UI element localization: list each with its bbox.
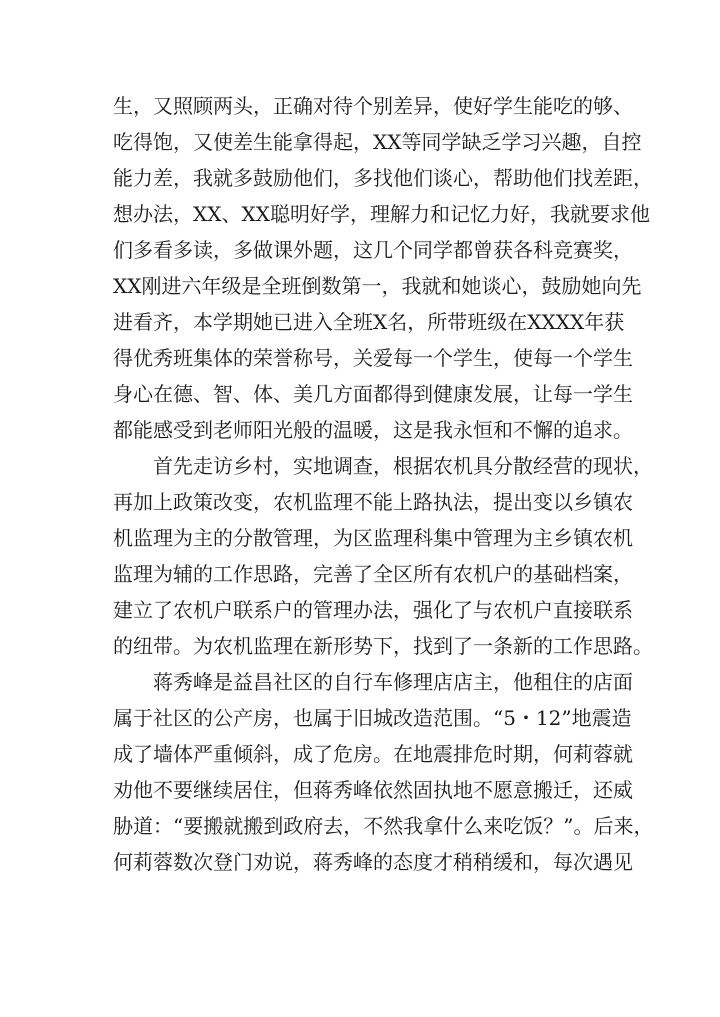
text-line: 劝他不要继续居住，但蒋秀峰依然固执地不愿意搬迁，还威 [113, 778, 633, 802]
text-line: 生，又照顾两头，正确对待个别差异，使好学生能吃的够、 [113, 94, 633, 118]
text-line: 能力差，我就多鼓励他们，多找他们谈心，帮助他们找差距， [113, 166, 653, 190]
text-line: 机监理为主的分散管理，为区监理科集中管理为主乡镇农机 [113, 526, 633, 550]
text-line: 监理为辅的工作思路，完善了全区所有农机户的基础档案， [113, 562, 633, 586]
text-line: 胁道：“要搬就搬到政府去，不然我拿什么来吃饭？”。后来， [113, 814, 654, 838]
text-line: 属于社区的公产房，也属于旧城改造范围。“5・12”地震造 [113, 706, 632, 730]
text-line: 想办法，XX、XX聪明好学，理解力和记忆力好，我就要求他 [113, 202, 650, 226]
text-line: 建立了农机户联系户的管理办法，强化了与农机户直接联系 [113, 598, 633, 622]
paragraph-first-line: 首先走访乡村，实地调查，根据农机具分散经营的现状， [153, 454, 653, 478]
text-line: 都能感受到老师阳光般的温暖，这是我永恒和不懈的追求。 [113, 418, 633, 442]
text-line: 得优秀班集体的荣誉称号，关爱每一个学生，使每一个学生 [113, 346, 633, 370]
body-text [113, 88, 654, 880]
text-line: 再加上政策改变，农机监理不能上路执法，提出变以乡镇农 [113, 490, 633, 514]
text-line: XX刚进六年级是全班倒数第一，我就和她谈心，鼓励她向先 [113, 274, 642, 298]
paragraph-first-line: 蒋秀峰是益昌社区的自行车修理店店主，他租住的店面 [153, 670, 633, 694]
text-line: 身心在德、智、体、美几方面都得到健康发展，让每一学生 [113, 382, 633, 406]
text-line: 的纽带。为农机监理在新形势下，找到了一条新的工作思路。 [113, 634, 653, 658]
text-line: 吃得饱，又使差生能拿得起，XX等同学缺乏学习兴趣，自控 [113, 130, 642, 154]
text-line: 们多看多读，多做课外题，这几个同学都曾获各科竞赛奖， [113, 238, 633, 262]
text-line: 进看齐，本学期她已进入全班X名，所带班级在XXXX年获 [113, 310, 625, 334]
text-line: 成了墙体严重倾斜，成了危房。在地震排危时期，何莉蓉就 [113, 742, 633, 766]
text-line: 何莉蓉数次登门劝说，蒋秀峰的态度才稍稍缓和，每次遇见 [113, 850, 633, 874]
